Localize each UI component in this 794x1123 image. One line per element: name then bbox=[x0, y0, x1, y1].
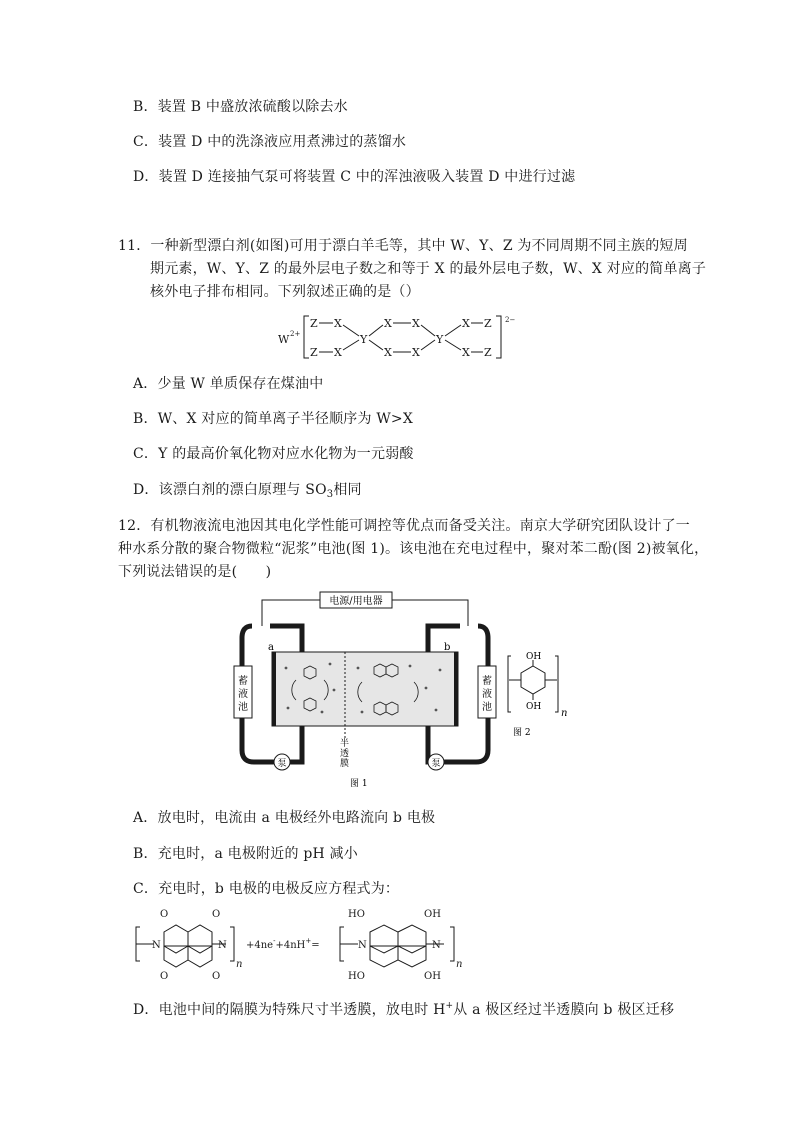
eq-ho: HO bbox=[348, 971, 365, 982]
atom-x: X bbox=[462, 346, 470, 359]
polymer-n: n bbox=[561, 708, 568, 719]
q10-option-d: D．装置 D 连接抽气泵可将装置 C 中的浑浊液吸入装置 D 中进行过滤 bbox=[133, 169, 576, 185]
electrode-b-label: b bbox=[444, 642, 451, 653]
figure-1-caption: 图 1 bbox=[350, 779, 368, 789]
q12-option-b: B．充电时，a 电极附近的 pH 减小 bbox=[133, 846, 358, 862]
oh-top: OH bbox=[526, 652, 542, 662]
q10-option-c: C．装置 D 中的洗涤液应用煮沸过的蒸馏水 bbox=[133, 134, 407, 150]
q12-stem-line2: 种水系分散的聚合物微粒“泥浆”电池(图 1)。该电池在充电过程中，聚对苯二酚(图 2)被氧化， bbox=[118, 541, 709, 557]
eq-ho: HO bbox=[348, 909, 365, 920]
oh-bottom: OH bbox=[526, 702, 542, 712]
q11-stem-line1: 11．一种新型漂白剂(如图)可用于漂白羊毛等，其中 W、Y、Z 为不同周期不同主族的短周 bbox=[118, 238, 688, 254]
atom-x: X bbox=[334, 317, 342, 330]
q11-option-c: C．Y 的最高价氧化物对应水化物为一元弱酸 bbox=[133, 446, 414, 462]
q12-stem-line3: 下列说法错误的是( ) bbox=[118, 564, 272, 580]
atom-z: Z bbox=[310, 317, 318, 330]
q11-option-b: B．W、X 对应的简单离子半径顺序为 W>X bbox=[133, 411, 414, 427]
figure-2-caption: 图 2 bbox=[513, 728, 531, 738]
eq-n-atom: N bbox=[218, 940, 227, 951]
electrolytic-cell bbox=[272, 652, 458, 726]
eq-n-atom: N bbox=[152, 940, 161, 951]
q12-stem-line1: 12．有机物液流电池因其电化学性能可调控等优点而备受关注。南京大学研究团队设计了一 bbox=[118, 518, 691, 534]
atom-x: X bbox=[412, 317, 420, 330]
eq-middle: +4ne-+4nH+= bbox=[246, 937, 320, 951]
atom-x: X bbox=[384, 317, 392, 330]
electrode-a-label: a bbox=[268, 642, 274, 653]
q10-option-b: B．装置 B 中盛放浓硫酸以除去水 bbox=[133, 99, 348, 115]
q12-option-a: A．放电时，电流由 a 电极经外电路流向 b 电极 bbox=[133, 810, 436, 826]
eq-o: O bbox=[160, 909, 169, 920]
q12-electrode-equation bbox=[134, 905, 474, 983]
q11-option-a: A．少量 W 单质保存在煤油中 bbox=[133, 376, 324, 392]
eq-o: O bbox=[212, 971, 221, 982]
atom-x: X bbox=[334, 346, 342, 359]
right-reservoir-label: 蓄液池 bbox=[482, 676, 492, 713]
cation-symbol: W bbox=[278, 333, 290, 346]
eq-oh: OH bbox=[424, 971, 441, 982]
atom-z: Z bbox=[484, 317, 492, 330]
right-pump-label: 泵 bbox=[431, 759, 441, 769]
q11-stem-line2: 期元素，W、Y、Z 的最外层电子数之和等于 X 的最外层电子数，W、X 对应的简单离子 bbox=[150, 261, 707, 277]
atom-z: Z bbox=[484, 346, 492, 359]
electrode-a bbox=[272, 652, 276, 726]
atom-y: Y bbox=[360, 333, 368, 346]
eq-n-subscript: n bbox=[456, 959, 463, 970]
eq-o: O bbox=[212, 909, 221, 920]
q12-option-c: C．充电时，b 电极的电极反应方程式为： bbox=[133, 881, 400, 897]
eq-oh: OH bbox=[424, 909, 441, 920]
eq-n-atom: N bbox=[432, 940, 441, 951]
cation-charge: 2+ bbox=[290, 330, 301, 338]
power-label: 电源/用电器 bbox=[329, 596, 383, 607]
eq-n-atom: N bbox=[358, 940, 367, 951]
membrane-label: 半透膜 bbox=[340, 739, 350, 769]
q11-stem-line3: 核外电子排布相同。下列叙述正确的是（） bbox=[150, 284, 420, 300]
q12-battery-diagram bbox=[230, 590, 500, 790]
left-pump-label: 泵 bbox=[277, 759, 287, 769]
eq-o: O bbox=[160, 971, 169, 982]
atom-y: Y bbox=[436, 333, 444, 346]
q11-option-d: D．该漂白剂的漂白原理与 $SO_3$相同 bbox=[133, 482, 362, 500]
q12-polymer-structure bbox=[505, 650, 575, 750]
q11-structure-figure bbox=[276, 312, 526, 364]
anion-charge: 2− bbox=[505, 316, 516, 324]
atom-x: X bbox=[384, 346, 392, 359]
left-reservoir-label: 蓄液池 bbox=[238, 676, 248, 713]
q12-option-d: D．电池中间的隔膜为特殊尺寸半透膜，放电时 H+从 a 极区经过半透膜向 b 极区迁移 bbox=[133, 1001, 675, 1018]
electrode-b bbox=[454, 652, 458, 726]
eq-n-subscript: n bbox=[236, 959, 243, 970]
atom-x: X bbox=[412, 346, 420, 359]
atom-x: X bbox=[462, 317, 470, 330]
atom-z: Z bbox=[310, 346, 318, 359]
